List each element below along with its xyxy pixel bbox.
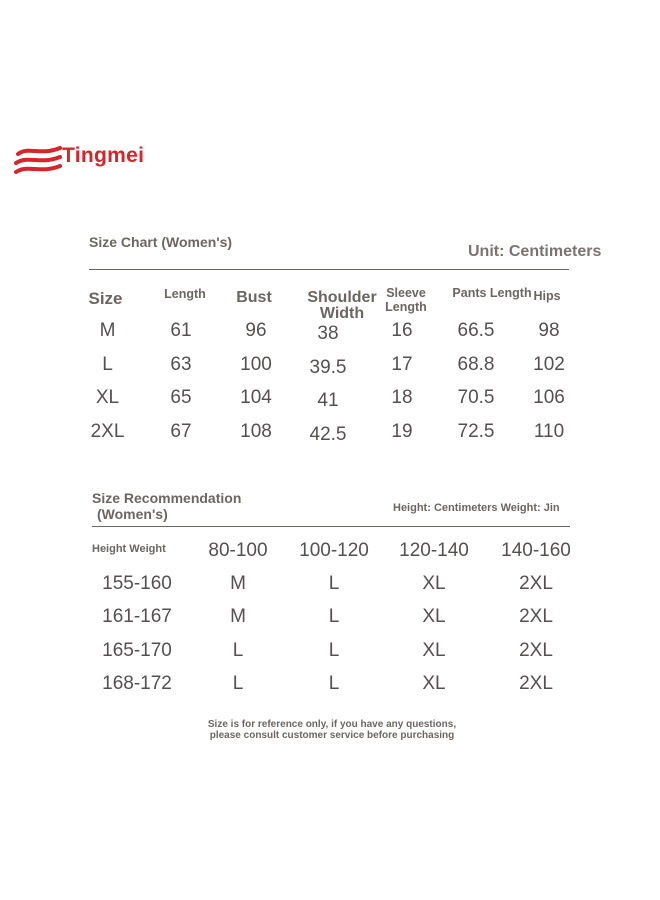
brand-name: Tingmei bbox=[62, 144, 145, 167]
footnote-line1: Size is for reference only, if you have any questions, bbox=[207, 719, 457, 730]
brand-logo bbox=[14, 140, 174, 180]
recommended-size-cell: XL bbox=[422, 573, 446, 594]
height-cell: 155-160 bbox=[102, 573, 172, 594]
weight-header-1: 80-100 bbox=[208, 540, 268, 561]
wave-logo-icon bbox=[14, 144, 62, 178]
size-cell: 98 bbox=[538, 320, 560, 341]
recommended-size-cell: L bbox=[328, 606, 340, 627]
col-header-pants-length: Pants Length bbox=[452, 286, 532, 300]
recommended-size-cell: M bbox=[230, 573, 246, 594]
size-chart-divider bbox=[89, 269, 569, 270]
weight-header-4: 140-160 bbox=[501, 540, 571, 561]
recommended-size-cell: XL bbox=[422, 673, 446, 694]
recommended-size-cell: M bbox=[230, 606, 246, 627]
size-cell: 110 bbox=[533, 421, 565, 442]
size-cell: XL bbox=[95, 387, 120, 408]
size-cell: 72.5 bbox=[457, 421, 495, 442]
weight-header-3: 120-140 bbox=[399, 540, 469, 561]
col-header-sleeve-length: Sleeve Length bbox=[385, 286, 427, 314]
recommended-size-cell: L bbox=[232, 640, 244, 661]
size-cell: 38 bbox=[317, 323, 339, 344]
recommended-size-cell: 2XL bbox=[519, 606, 553, 627]
col-header-bust: Bust bbox=[236, 289, 272, 306]
size-cell: 41 bbox=[317, 390, 339, 411]
recommended-size-cell: 2XL bbox=[519, 640, 553, 661]
recommended-size-cell: L bbox=[328, 640, 340, 661]
size-cell: 100 bbox=[240, 354, 272, 375]
size-cell: 68.8 bbox=[457, 354, 495, 375]
size-cell: 102 bbox=[533, 354, 565, 375]
recommended-size-cell: L bbox=[232, 673, 244, 694]
col-header-hips: Hips bbox=[533, 289, 561, 303]
size-cell: 104 bbox=[240, 387, 272, 408]
size-cell: 42.5 bbox=[309, 424, 347, 445]
size-cell: 96 bbox=[245, 320, 267, 341]
height-cell: 165-170 bbox=[102, 640, 172, 661]
size-chart-title: Size Chart (Women's) bbox=[89, 234, 233, 250]
size-cell: 17 bbox=[391, 354, 413, 375]
size-cell: 16 bbox=[391, 320, 413, 341]
size-cell: 67 bbox=[170, 421, 192, 442]
size-cell: L bbox=[102, 354, 113, 375]
height-cell: 161-167 bbox=[102, 606, 172, 627]
recommendation-title bbox=[92, 490, 241, 522]
recommendation-divider bbox=[92, 526, 570, 527]
size-cell: 106 bbox=[533, 387, 565, 408]
size-cell: 65 bbox=[170, 387, 192, 408]
height-cell: 168-172 bbox=[102, 673, 172, 694]
recommended-size-cell: XL bbox=[422, 640, 446, 661]
recommended-size-cell: L bbox=[328, 673, 340, 694]
footnote bbox=[150, 719, 514, 741]
size-cell: 39.5 bbox=[309, 357, 347, 378]
corner-label: Height Weight bbox=[92, 543, 166, 555]
col-header-shoulder-width: Shoulder Width bbox=[307, 289, 377, 322]
footnote-line2: please consult customer service before purchasing bbox=[209, 730, 455, 741]
size-cell: 70.5 bbox=[457, 387, 495, 408]
size-cell: 18 bbox=[391, 387, 413, 408]
col-header-length: Length bbox=[164, 287, 206, 301]
size-cell: 66.5 bbox=[457, 320, 495, 341]
recommended-size-cell: L bbox=[328, 573, 340, 594]
size-cell: 2XL bbox=[90, 421, 125, 442]
size-cell: 19 bbox=[391, 421, 413, 442]
size-cell: 108 bbox=[240, 421, 272, 442]
recommendation-title-line1: Size Recommendation bbox=[92, 490, 242, 506]
size-cell: 63 bbox=[170, 354, 192, 375]
unit-label: Unit: Centimeters bbox=[468, 243, 602, 260]
recommended-size-cell: 2XL bbox=[519, 673, 553, 694]
size-cell: 61 bbox=[170, 320, 192, 341]
recommendation-units: Height: Centimeters Weight: Jin bbox=[393, 502, 560, 514]
recommendation-title-line2: (Women's) bbox=[97, 506, 168, 522]
size-cell: M bbox=[99, 320, 116, 341]
recommended-size-cell: 2XL bbox=[519, 573, 553, 594]
col-header-size: Size bbox=[88, 289, 123, 308]
weight-header-2: 100-120 bbox=[299, 540, 369, 561]
recommended-size-cell: XL bbox=[422, 606, 446, 627]
